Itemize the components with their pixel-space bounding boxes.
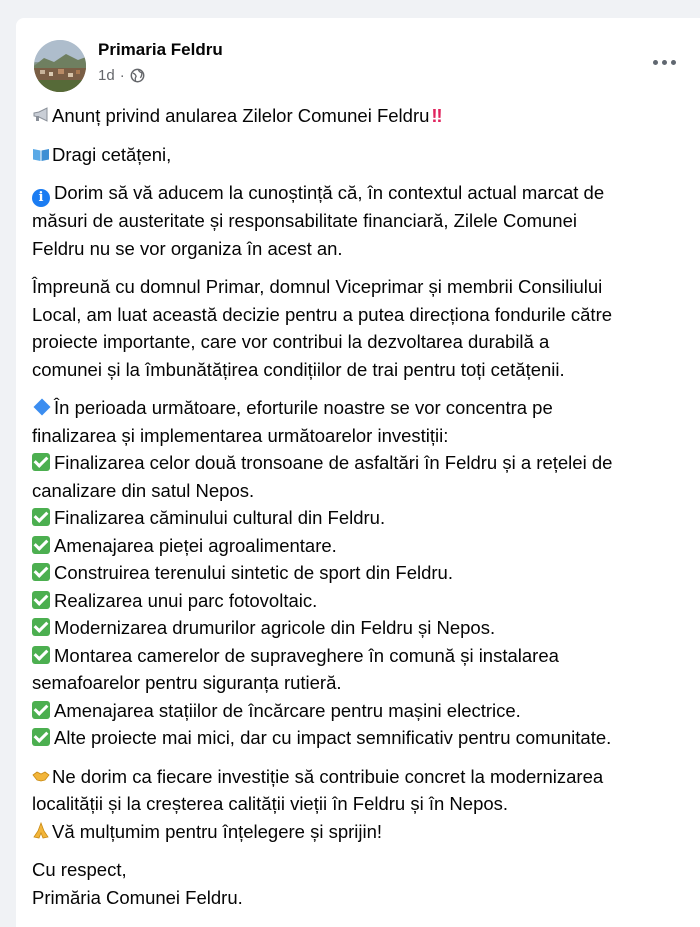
more-dot [662,60,667,65]
list-item [32,697,692,725]
more-dot [671,60,676,65]
signoff: Cu respect, [32,859,127,880]
list-item [32,724,692,752]
blue-diamond-icon [34,399,51,416]
list-item-text: Realizarea unui parc fotovoltaic. [54,589,318,611]
post-timestamp-link[interactable]: 1d [98,67,115,84]
meta-separator: · [119,67,125,84]
post-meta [98,67,145,84]
more-horizontal-icon [653,60,658,65]
p1-text: Dorim să vă aducem la cunoștință că, în contextul actual marcat de [54,182,605,203]
list-item [32,449,692,477]
announcement-title: Anunț privind anularea Zilelor Comunei Feldru [52,105,430,126]
p4-line [32,763,692,791]
list-item [32,559,692,587]
post-text [32,102,692,922]
more-options-button[interactable] [646,50,682,74]
check-mark-icon [32,563,50,581]
signature-block [32,856,692,911]
list-item-text: Construirea terenului sintetic de sport din Feldru. [54,562,453,583]
list-item [32,614,692,642]
p4-line: localității și la creșterea calității vieții în Feldru și în Nepos. [32,793,509,814]
folded-hands-icon [32,822,50,840]
page-name-link[interactable]: Primaria Feldru [98,40,223,59]
list-item-text: Montarea camerelor de supraveghere în comună și instalarea [54,644,559,666]
list-item-text: semafoarelor pentru siguranța rutieră. [32,672,342,693]
p1-line [32,179,692,207]
handshake-icon [32,767,50,785]
check-mark-icon [32,728,50,746]
p3-line: finalizarea și implementarea următoarelor investiții: [32,424,449,446]
list-item-text: Amenajarea pieței agroalimentare. [54,534,337,556]
info-icon: i [32,189,50,207]
p3-text: În perioada următoare, eforturile noastre se vor concentra pe [54,397,553,418]
greeting: Dragi cetățeni, [52,143,172,165]
post-header [16,18,700,98]
check-mark-icon [32,453,50,471]
globe-icon[interactable] [130,68,145,83]
open-book-icon [32,145,50,163]
greeting-line [32,141,692,169]
list-item [32,642,692,670]
title-line [32,102,692,130]
list-item [32,532,692,560]
p2-line: Local, am luat această decizie pentru a putea direcționa fondurile către [32,303,613,325]
list-item-text: Alte proiecte mai mici, dar cu impact semnificativ pentru comunitate. [54,727,612,748]
p2-line: proiecte importante, care vor contribui la dezvoltarea durabilă a [32,331,550,352]
list-item [32,504,692,532]
check-mark-icon [32,591,50,609]
thanks-text: Vă mulțumim pentru înțelegere și sprijin! [52,820,383,842]
check-mark-icon [32,701,50,719]
p2-line: comunei și la îmbunătățirea condițiilor de trai pentru toți cetățenii. [32,358,565,380]
list-item-text: Finalizarea căminului cultural din Feldru. [54,507,386,528]
paragraph-2 [32,273,692,383]
post-card [16,18,700,927]
investments-section [32,394,692,752]
check-mark-icon [32,536,50,554]
p1-line: măsuri de austeritate și responsabilitate financiară, Zilele Comunei [32,210,577,231]
list-item-text: Finalizarea celor două tronsoane de asfaltări în Feldru și a rețelei de [54,452,613,473]
p3-line [32,394,692,422]
list-item-text: Modernizarea drumurilor agricole din Feldru și Nepos. [54,617,496,638]
list-item-text: canalizare din satul Nepos. [32,479,255,501]
landscape-photo-icon [34,40,86,92]
paragraph-1 [32,179,692,262]
page-avatar[interactable] [34,40,86,92]
p2-line: Împreună cu domnul Primar, domnul Viceprimar și membrii Consiliului [32,276,603,297]
check-mark-icon [32,618,50,636]
p4-text: Ne dorim ca fiecare investiție să contribuie concret la modernizarea [52,765,604,787]
double-exclamation-icon: ‼ [431,105,440,126]
megaphone-icon [32,106,50,124]
signature: Primăria Comunei Feldru. [32,886,243,908]
check-mark-icon [32,646,50,664]
closing-section [32,763,692,846]
list-item-text: Amenajarea stațiilor de încărcare pentru mașini electrice. [54,699,521,721]
list-item [32,587,692,615]
check-mark-icon [32,508,50,526]
p1-line: Feldru nu se vor organiza în acest an. [32,237,343,259]
thanks-line [32,818,692,846]
